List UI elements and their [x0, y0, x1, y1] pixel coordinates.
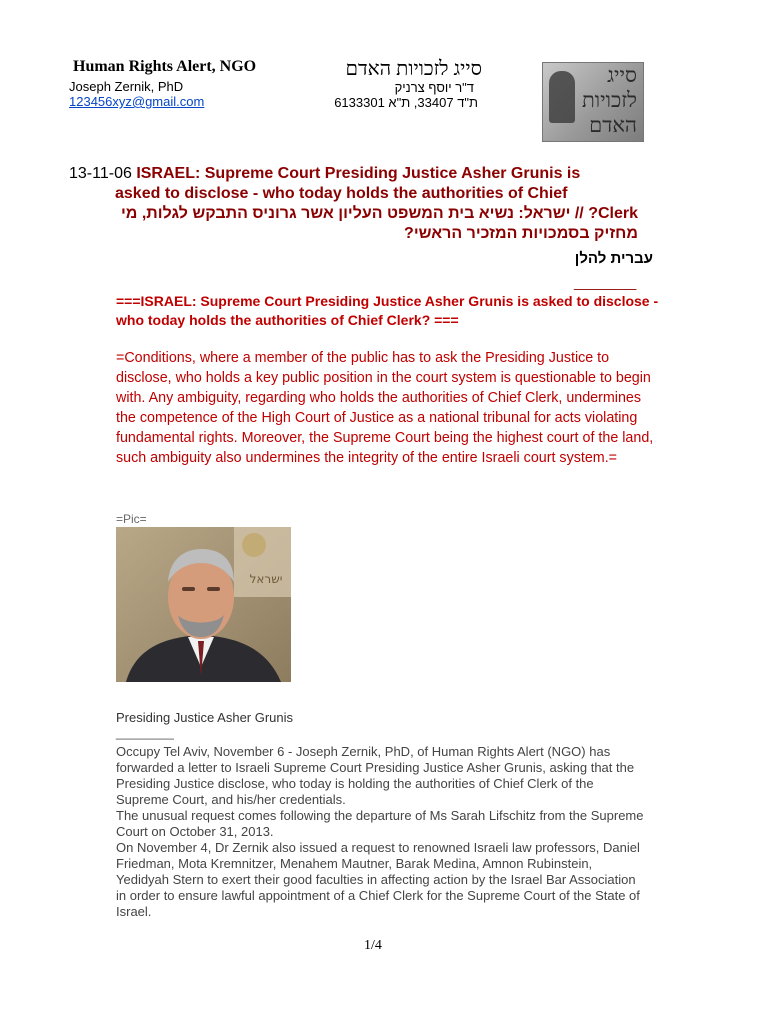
- body-paragraph: The unusual request comes following the departure of Ms Sarah Lifschitz from the Supreme Court on October 31, 2013.: [116, 808, 644, 839]
- photo-sign-text: ישראל: [249, 572, 283, 586]
- separator-rule: ________: [574, 274, 637, 290]
- logo-text-line: האדם: [589, 113, 637, 137]
- portrait-image: [116, 527, 291, 682]
- logo-figure: [549, 71, 575, 123]
- author-name-english: Joseph Zernik, PhD: [69, 79, 184, 94]
- separator-rule: ________: [116, 725, 174, 740]
- logo-text-line: סייג: [607, 63, 637, 87]
- summary-heading: ===ISRAEL: Supreme Court Presiding Justice Asher Grunis is asked to disclose - who today holds the authorities of Chief Clerk? ===: [116, 293, 659, 328]
- email-link[interactable]: 123456xyz@gmail.com: [69, 94, 205, 109]
- author-name-hebrew: ד"ר יוסף צרניק: [394, 80, 474, 95]
- title-line-1: ISRAEL: Supreme Court Presiding Justice Asher Grunis is: [136, 165, 581, 182]
- article-body: [116, 744, 646, 920]
- photo-caption: Presiding Justice Asher Grunis: [116, 710, 294, 725]
- org-logo: [542, 62, 644, 142]
- hebrew-below-note: עברית להלן: [574, 250, 653, 267]
- summary-body: =Conditions, where a member of the public has to ask the Presiding Justice to disclose, who holds a key public position in the court system is questionable to begin with. Any ambiguity, regarding who holds the authorities of Chief Clerk, undermines the competence of the High Court of Justice as a national tribunal for acts violating fundamental rights. Moreover, the Supreme Court being the highest court of the land, such ambiguity also undermines the integrity of the entire Israeli court system.=: [116, 350, 654, 466]
- address-hebrew: ת"ד 33407, ת"א 6133301: [334, 95, 478, 110]
- article-title: [69, 164, 659, 204]
- body-paragraph: Occupy Tel Aviv, November 6 - Joseph Zernik, PhD, of Human Rights Alert (NGO) has forwarded a letter to Israeli Supreme Court Presiding Justice Asher Grunis, asking that the Presiding Justice disclose, who today is holding the authorities of Chief Clerk of the Supreme Court, and his/her credentials.: [116, 744, 635, 807]
- body-paragraph: On November 4, Dr Zernik also issued a request to renowned Israeli law professors, Daniel Friedman, Mota Kremnitzer, Menahem Mautner, Barak Medina, Amnon Rubinstein, Yedidyah Stern to exert their good faculties in affecting action by the Israel Bar Association in order to ensure lawful appointment of a Chief Clerk for the Supreme Court of the State of Israel.: [116, 840, 640, 919]
- org-name-hebrew: סייג לזכויות האדם: [345, 58, 482, 80]
- article-date: 13-11-06: [69, 165, 132, 182]
- title-line-2: asked to disclose - who today holds the authorities of Chief: [115, 185, 568, 202]
- justice-photo: [116, 527, 291, 682]
- logo-text-line: לזכויות: [581, 88, 637, 112]
- org-name-english: Human Rights Alert, NGO: [73, 58, 257, 75]
- article-title-hebrew: Clerk? // ישראל: נשיא בית המשפט העליון אשר גרוניס התבקש לגלות, מי מחזיק בסמכויות המזכיר הראשי?: [120, 205, 638, 242]
- pic-label: =Pic=: [116, 512, 147, 526]
- page-number: 1/4: [364, 938, 382, 953]
